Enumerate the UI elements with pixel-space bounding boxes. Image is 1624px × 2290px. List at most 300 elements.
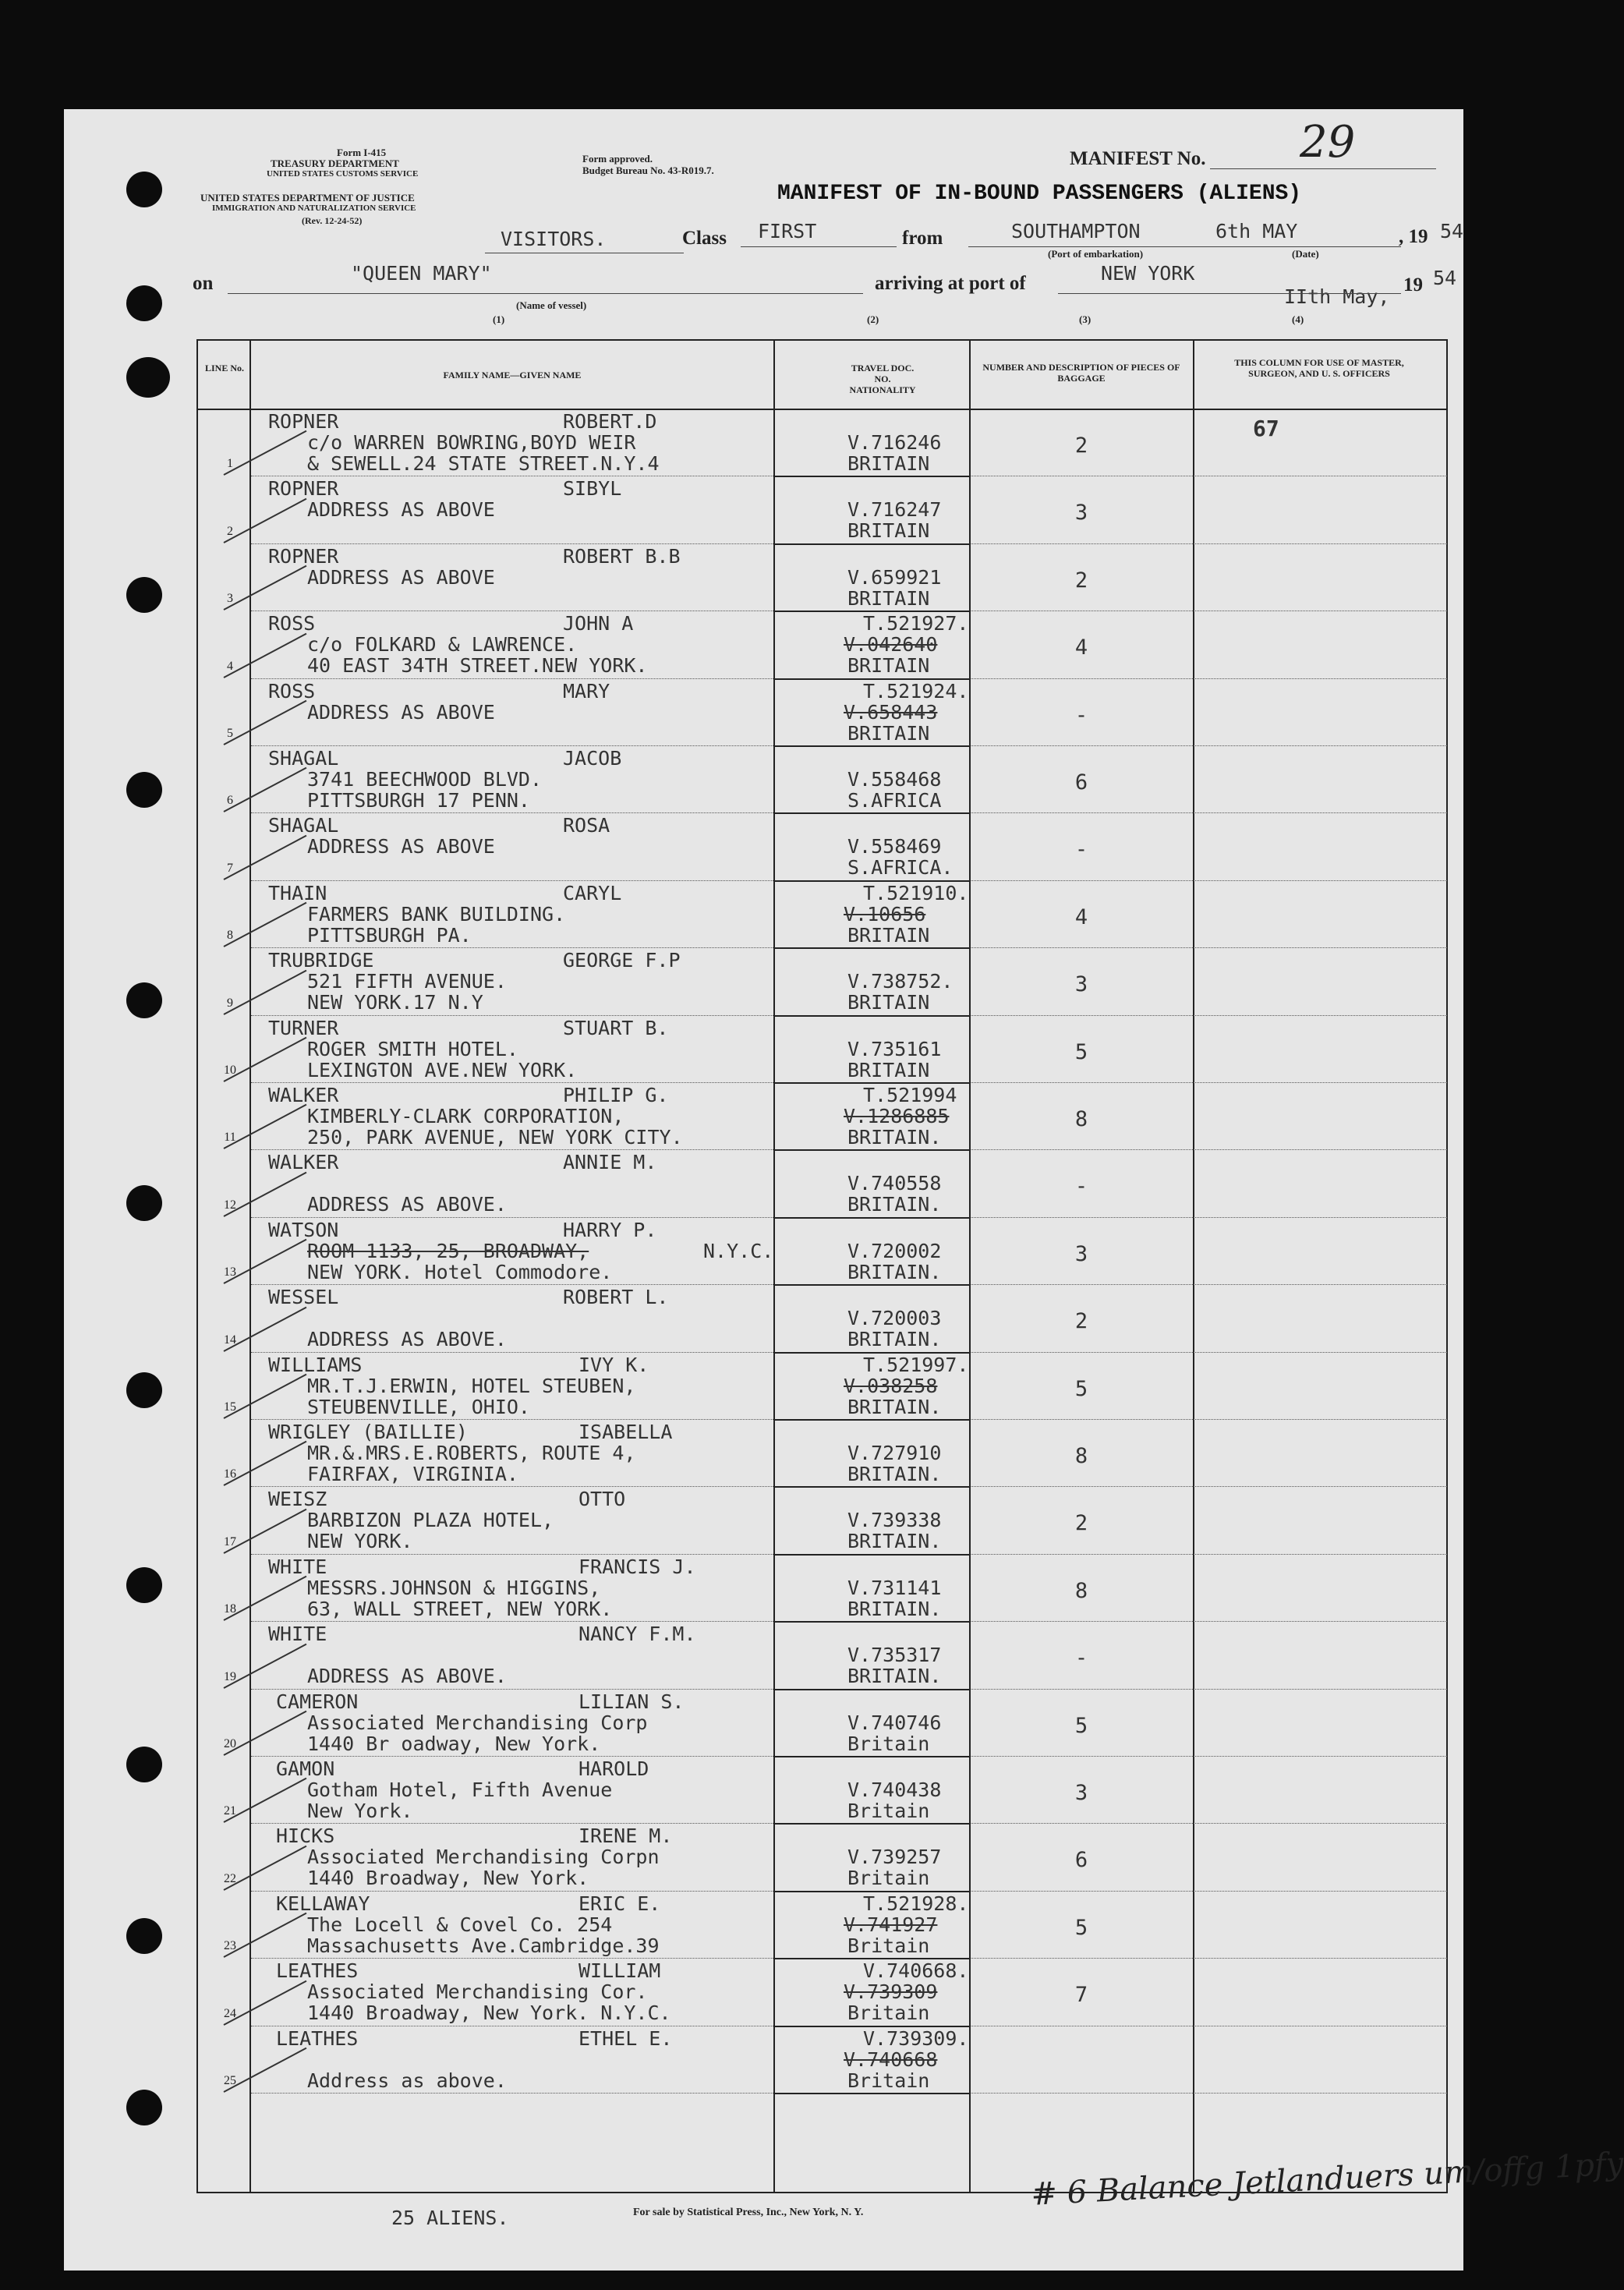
punch-hole [126, 172, 162, 207]
family-name: THAIN [268, 881, 327, 904]
col-divider-baggage [1193, 339, 1194, 2193]
given-name: IVY K. [578, 1353, 649, 1376]
printer-note: For sale by Statistical Press, Inc., New York, N. Y. [633, 2207, 864, 2218]
address-line-1: FARMERS BANK BUILDING. [307, 902, 566, 926]
line-number: 21 [224, 1804, 236, 1818]
given-name: GEORGE F.P [563, 949, 681, 972]
address-line-2: & SEWELL.24 STATE STREET.N.Y.4 [307, 452, 660, 475]
travel-doc-number: V.740438 [847, 1779, 942, 1801]
given-name: ROBERT.D [563, 410, 657, 433]
nationality: Britain [847, 1867, 930, 1890]
address-line-1: MR.&.MRS.E.ROBERTS, ROUTE 4, [307, 1442, 636, 1464]
address-line-1: ROGER SMITH HOTEL. [307, 1037, 518, 1060]
manifest-number-label: MANIFEST No. [1070, 148, 1206, 169]
given-name: CARYL [563, 881, 622, 904]
arrival-line [1058, 293, 1401, 294]
nationality: BRITAIN. [847, 1395, 942, 1418]
address-line-2: ADDRESS AS ABOVE. [307, 1665, 507, 1688]
row-rule [251, 947, 773, 948]
address-line-2: Massachusetts Ave.Cambridge.39 [307, 1934, 660, 1957]
row-rule [970, 1015, 1447, 1016]
row-rule [251, 678, 773, 679]
nationality: Britain [847, 1934, 930, 1957]
nationality: BRITAIN [847, 991, 930, 1014]
row-rule [970, 1284, 1447, 1285]
row-rule [970, 1419, 1447, 1420]
travel-doc-struck: V.740668 [844, 2048, 938, 2071]
form-dept-customs: UNITED STATES CUSTOMS SERVICE [267, 169, 419, 179]
row-rule [773, 745, 970, 747]
punch-hole [126, 357, 170, 398]
line-number: 16 [224, 1467, 236, 1481]
family-name: WHITE [268, 1555, 327, 1578]
header-travel-doc: TRAVEL DOC. NO. NATIONALITY [849, 363, 916, 395]
line-number: 15 [224, 1400, 236, 1414]
punch-hole [126, 1372, 162, 1408]
col-caption-4: (4) [1292, 313, 1304, 325]
address-line-1: MR.T.J.ERWIN, HOTEL STEUBEN, [307, 1374, 636, 1397]
baggage-count: 7 [1074, 1983, 1088, 2008]
row-rule [773, 1689, 970, 1690]
punch-hole [126, 1747, 162, 1782]
punch-hole [126, 2090, 162, 2125]
travel-doc-number: V.727910 [847, 1442, 942, 1464]
nationality: BRITAIN [847, 586, 930, 610]
row-rule [970, 880, 1447, 881]
nationality: Britain [847, 1732, 930, 1755]
header-family-given-name: FAMILY NAME—GIVEN NAME [443, 370, 582, 380]
address-line-1: Associated Merchandising Corpn [307, 1846, 660, 1869]
punch-hole [126, 577, 162, 613]
nationality: BRITAIN. [847, 1328, 942, 1351]
address-line-1: KIMBERLY-CLARK CORPORATION, [307, 1105, 624, 1127]
travel-doc-number: V.720003 [847, 1307, 942, 1330]
row-rule [773, 812, 970, 814]
family-name: ROPNER [268, 410, 339, 433]
line-number: 1 [227, 457, 233, 471]
address-line-1: Associated Merchandising Cor. [307, 1980, 648, 2004]
nationality: Britain [847, 2069, 930, 2092]
baggage-count: 4 [1074, 904, 1088, 929]
given-name: HAROLD [578, 1757, 649, 1780]
nationality: BRITAIN. [847, 1126, 942, 1149]
row-rule [970, 1217, 1447, 1218]
travel-doc-struck: V.042640 [844, 633, 938, 657]
line-number: 10 [224, 1064, 236, 1077]
address-line-2: PITTSBURGH PA. [307, 923, 472, 947]
line-number: 5 [227, 727, 233, 740]
line-number: 9 [227, 996, 233, 1010]
given-name: WILLIAM [578, 1959, 661, 1983]
baggage-count: - [1074, 703, 1088, 727]
given-name: ERIC E. [578, 1892, 661, 1915]
manifest-number-line [1210, 168, 1436, 169]
col-caption-1: (1) [493, 313, 505, 325]
address-line-1: c/o WARREN BOWRING,BOYD WEIR [307, 431, 636, 454]
address-line-2: NEW YORK.17 N.Y [307, 991, 483, 1014]
travel-doc-struck: V.038258 [844, 1374, 938, 1397]
given-name: MARY [563, 679, 610, 703]
row-rule [251, 1284, 773, 1285]
row-rule [970, 1082, 1447, 1083]
address-line-2: STEUBENVILLE, OHIO. [307, 1395, 530, 1418]
address-line-1: c/o FOLKARD & LAWRENCE. [307, 633, 578, 657]
row-rule [773, 1419, 970, 1421]
col-divider-name [773, 339, 775, 2193]
nationality: BRITAIN. [847, 1530, 942, 1553]
travel-doc-number: V.735317 [847, 1644, 942, 1667]
given-name: ISABELLA [578, 1421, 673, 1443]
family-name: WESSEL [268, 1286, 339, 1309]
address-line-2: ADDRESS AS ABOVE. [307, 1328, 507, 1351]
nationality: BRITAIN [847, 923, 930, 947]
row-rule [773, 1554, 970, 1556]
travel-doc-number: V.738752. [847, 970, 954, 993]
page-number: 29 [1300, 117, 1356, 168]
line-number: 4 [227, 659, 233, 673]
address-line-2: 1440 Broadway, New York. N.Y.C. [307, 2002, 671, 2025]
manifest-title: MANIFEST OF IN-BOUND PASSENGERS (ALIENS) [777, 182, 1302, 206]
given-name: STUART B. [563, 1016, 669, 1039]
given-name: ROBERT L. [563, 1286, 669, 1309]
vessel-line [228, 293, 863, 294]
date-caption: (Date) [1292, 248, 1319, 260]
row-rule [251, 1082, 773, 1083]
row-rule [251, 1486, 773, 1487]
arrival-date: IIth May, [1284, 285, 1390, 308]
total-aliens: 25 ALIENS. [391, 2207, 509, 2229]
travel-doc-number: V.716246 [847, 431, 942, 454]
form-dept-treasury: TREASURY DEPARTMENT [271, 158, 399, 169]
row-rule [251, 1756, 773, 1757]
nationality: BRITAIN. [847, 1260, 942, 1283]
baggage-count: 4 [1074, 635, 1088, 660]
arrival-port: NEW YORK [1101, 262, 1195, 285]
address-line-2: New York. [307, 1800, 413, 1822]
given-name: IRENE M. [578, 1825, 673, 1848]
row-rule [970, 1823, 1447, 1824]
nationality: BRITAIN [847, 721, 930, 745]
embarkation-date: 6th MAY [1215, 220, 1298, 242]
row-rule [773, 1015, 970, 1017]
row-rule [970, 1891, 1447, 1892]
nationality: Britain [847, 1800, 930, 1822]
punch-hole [126, 1185, 162, 1221]
row-rule [251, 1823, 773, 1824]
row-rule [251, 1689, 773, 1690]
address-line-2: NEW YORK. [307, 1530, 413, 1553]
row-rule [251, 880, 773, 881]
nationality: BRITAIN. [847, 1193, 942, 1216]
row-rule [251, 1149, 773, 1150]
baggage-count: 2 [1074, 434, 1088, 458]
row-rule [970, 1689, 1447, 1690]
nationality: Britain [847, 2002, 930, 2025]
given-name: ROBERT B.B [563, 544, 681, 568]
family-name: LEATHES [276, 2026, 359, 2050]
handwritten-note: # 6 Balance Jetlanduers um/offg 1pfy [1030, 2146, 1624, 2213]
embarkation-line [968, 246, 1401, 247]
travel-doc-number: V.739338 [847, 1509, 942, 1532]
travel-doc-struck: V.658443 [844, 700, 938, 724]
family-name: WEISZ [268, 1488, 327, 1511]
row-rule [970, 947, 1447, 948]
row-rule [251, 1352, 773, 1353]
family-name: WALKER [268, 1084, 339, 1106]
address-line-2: LEXINGTON AVE.NEW YORK. [307, 1058, 578, 1081]
travel-doc-number: T.521927. [863, 612, 969, 635]
line-number: 20 [224, 1737, 236, 1750]
class-value: FIRST [758, 220, 817, 242]
address-line-1: MESSRS.JOHNSON & HIGGINS, [307, 1576, 601, 1599]
line-number: 14 [224, 1333, 236, 1347]
arrival-year-prefix: 19 [1403, 274, 1423, 296]
given-name: NANCY F.M. [578, 1623, 696, 1646]
line-number: 24 [224, 2006, 236, 2020]
budget-bureau-number: Budget Bureau No. 43-R019.7. [582, 165, 714, 176]
baggage-count: 6 [1074, 770, 1088, 795]
row-rule [773, 543, 970, 545]
travel-doc-struck: V.10656 [844, 902, 926, 926]
travel-doc-number: V.720002 [847, 1239, 942, 1262]
form-revision: (Rev. 12-24-52) [302, 215, 363, 226]
travel-doc-number: V.731141 [847, 1576, 942, 1599]
given-name: ANNIE M. [563, 1151, 657, 1174]
address-line-1: 3741 BEECHWOOD BLVD. [307, 768, 543, 791]
row-rule [251, 812, 773, 813]
family-name: GAMON [276, 1757, 335, 1780]
row-rule [251, 1554, 773, 1555]
family-name: LEATHES [276, 1959, 359, 1983]
travel-doc-number: T.521924. [863, 679, 969, 703]
nationality: BRITAIN. [847, 1463, 942, 1485]
row-rule [970, 1554, 1447, 1555]
row-rule [970, 543, 1447, 544]
row-rule [970, 745, 1447, 746]
year-prefix: , 19 [1399, 226, 1428, 247]
baggage-count: 2 [1074, 1511, 1088, 1536]
given-name: ETHEL E. [578, 2026, 673, 2050]
vessel-caption: (Name of vessel) [516, 299, 587, 311]
family-name: ROSS [268, 679, 316, 703]
vessel-name: "QUEEN MARY" [351, 262, 492, 285]
family-name: ROPNER [268, 477, 339, 501]
family-name: CAMERON [276, 1690, 359, 1713]
address-line-2: 1440 Broadway, New York. [307, 1867, 589, 1890]
row-rule [970, 1352, 1447, 1353]
col-caption-3: (3) [1079, 313, 1092, 325]
line-number: 2 [227, 524, 233, 538]
travel-doc-number: V.739309. [863, 2026, 969, 2050]
travel-doc-number: V.716247 [847, 498, 942, 522]
header-rule [196, 409, 1448, 410]
family-name: WATSON [268, 1218, 339, 1241]
row-rule [970, 812, 1447, 813]
nationality: BRITAIN [847, 654, 930, 678]
punch-hole [126, 1918, 162, 1954]
nationality: BRITAIN. [847, 1597, 942, 1620]
baggage-count: 5 [1074, 1915, 1088, 1940]
line-number: 11 [224, 1131, 236, 1145]
row-rule [773, 2093, 970, 2094]
nationality: BRITAIN [847, 452, 930, 475]
address-line-1: BARBIZON PLAZA HOTEL, [307, 1509, 554, 1532]
address-line-2: PITTSBURGH 17 PENN. [307, 789, 530, 812]
row-rule [251, 1217, 773, 1218]
baggage-count: 5 [1074, 1376, 1088, 1401]
nationality: BRITAIN [847, 1058, 930, 1081]
family-name: HICKS [276, 1825, 335, 1848]
address-line-1: Gotham Hotel, Fifth Avenue [307, 1779, 613, 1801]
travel-doc-number: T.521997. [863, 1353, 969, 1376]
baggage-count: 5 [1074, 1039, 1088, 1064]
baggage-count: - [1074, 1174, 1088, 1199]
baggage-count: - [1074, 837, 1088, 862]
address-line-2: 40 EAST 34TH STREET.NEW YORK. [307, 654, 648, 678]
from-label: from [902, 228, 943, 249]
travel-doc-number: V.735161 [847, 1037, 942, 1060]
row-rule [251, 1015, 773, 1016]
row-rule [251, 745, 773, 746]
given-name: JACOB [563, 747, 622, 770]
travel-doc-number: V.558469 [847, 835, 942, 858]
row-rule [970, 1149, 1447, 1150]
baggage-count: 8 [1074, 1444, 1088, 1468]
port-embarkation-caption: (Port of embarkation) [1048, 248, 1144, 260]
row-rule [773, 1823, 970, 1825]
row-rule [773, 1284, 970, 1286]
baggage-count: 2 [1074, 568, 1088, 593]
family-name: WALKER [268, 1151, 339, 1174]
arriving-label: arriving at port of [875, 273, 1026, 294]
address-line-1: ADDRESS AS ABOVE [307, 835, 495, 858]
line-number: 18 [224, 1602, 236, 1616]
line-number: 12 [224, 1198, 236, 1212]
nationality: BRITAIN. [847, 1665, 942, 1688]
family-name: KELLAWAY [276, 1892, 370, 1915]
baggage-count: - [1074, 1646, 1088, 1671]
row-rule [773, 1756, 970, 1757]
col-divider-doc [969, 339, 971, 2193]
header-officers: THIS COLUMN FOR USE OF MASTER, SURGEON, AND U. S. OFFICERS [1234, 357, 1404, 379]
row-rule [773, 1217, 970, 1219]
family-name: ROPNER [268, 544, 339, 568]
baggage-count: 5 [1074, 1713, 1088, 1738]
form-dept-ins: IMMIGRATION AND NATURALIZATION SERVICE [212, 204, 416, 213]
line-number: 19 [224, 1669, 236, 1683]
officer-note: 67 [1253, 416, 1279, 441]
punch-hole [126, 982, 162, 1018]
address-line-1: ADDRESS AS ABOVE [307, 498, 495, 522]
row-rule [251, 543, 773, 544]
header-baggage: NUMBER AND DESCRIPTION OF PIECES OF BAGGAGE [982, 362, 1180, 384]
col-caption-2: (2) [867, 313, 879, 325]
baggage-count: 3 [1074, 972, 1088, 997]
address-line-2: 250, PARK AVENUE, NEW YORK CITY. [307, 1126, 683, 1149]
address-line-1: Associated Merchandising Corp [307, 1711, 648, 1734]
nationality: S.AFRICA [847, 789, 942, 812]
embarkation-year: 54 [1440, 220, 1464, 242]
travel-doc-struck: V.739309 [844, 1980, 938, 2004]
row-rule [773, 1621, 970, 1623]
row-rule [773, 1486, 970, 1488]
family-name: WHITE [268, 1623, 327, 1646]
travel-doc-number: V.740746 [847, 1711, 942, 1734]
given-name: HARRY P. [563, 1218, 657, 1241]
row-rule [970, 678, 1447, 679]
travel-doc-number: V.740558 [847, 1172, 942, 1195]
line-number: 8 [227, 929, 233, 943]
row-rule [251, 1419, 773, 1420]
given-name: JOHN A [563, 612, 634, 635]
address-line-2: ADDRESS AS ABOVE. [307, 1193, 507, 1216]
manifest-sheet [64, 109, 1624, 2271]
nationality: S.AFRICA. [847, 856, 954, 880]
address-line-2: 1440 Br oadway, New York. [307, 1732, 601, 1755]
row-rule [970, 1621, 1447, 1622]
travel-doc-struck: V.1286885 [844, 1105, 950, 1127]
line-number: 23 [224, 1939, 236, 1953]
travel-doc-number: T.521994 [863, 1084, 957, 1106]
on-label: on [193, 273, 214, 294]
family-name: ROSS [268, 612, 316, 635]
line-number: 13 [224, 1265, 236, 1279]
line-number: 6 [227, 794, 233, 808]
travel-doc-number: V.659921 [847, 565, 942, 589]
travel-doc-number: V.739257 [847, 1846, 942, 1869]
address-line-2: Address as above. [307, 2069, 507, 2092]
family-name: TURNER [268, 1016, 339, 1039]
line-number: 3 [227, 592, 233, 606]
given-name: PHILIP G. [563, 1084, 669, 1106]
row-rule [970, 1486, 1447, 1487]
address-line-1: 521 FIFTH AVENUE. [307, 970, 507, 993]
punch-hole [126, 1567, 162, 1603]
address-line-1: ADDRESS AS ABOVE [307, 700, 495, 724]
row-rule [970, 2093, 1447, 2094]
form-approved: Form approved. [582, 153, 653, 165]
address-line-1-extra: N.Y.C. [703, 1239, 774, 1262]
form-number: Form I-415 [337, 147, 387, 158]
travel-doc-struck: V.741927 [844, 1913, 938, 1936]
row-rule [251, 2093, 773, 2094]
row-rule [970, 1756, 1447, 1757]
address-line-2: 63, WALL STREET, NEW YORK. [307, 1597, 613, 1620]
travel-doc-number: V.558468 [847, 768, 942, 791]
family-name: SHAGAL [268, 747, 339, 770]
address-line-1: The Locell & Covel Co. 254 [307, 1913, 613, 1936]
passenger-type: VISITORS. [501, 228, 607, 250]
class-label: Class [682, 228, 727, 249]
travel-doc-number: T.521910. [863, 881, 969, 904]
punch-hole [126, 772, 162, 808]
travel-doc-number: T.521928. [863, 1892, 969, 1915]
form-dept-justice: UNITED STATES DEPARTMENT OF JUSTICE [200, 192, 415, 204]
travel-doc-number: V.740668. [863, 1959, 969, 1983]
baggage-count: 3 [1074, 1781, 1088, 1805]
baggage-count: 3 [1074, 1241, 1088, 1266]
embarkation-port: SOUTHAMPTON [1011, 220, 1141, 242]
row-rule [773, 476, 970, 477]
given-name: SIBYL [563, 477, 622, 501]
given-name: FRANCIS J. [578, 1555, 696, 1578]
given-name: ROSA [563, 814, 610, 837]
family-name: SHAGAL [268, 814, 339, 837]
baggage-count: 8 [1074, 1107, 1088, 1131]
baggage-count: 6 [1074, 1848, 1088, 1873]
header-line-no: LINE No. [204, 363, 244, 373]
address-line-2: NEW YORK. Hotel Commodore. [307, 1260, 613, 1283]
